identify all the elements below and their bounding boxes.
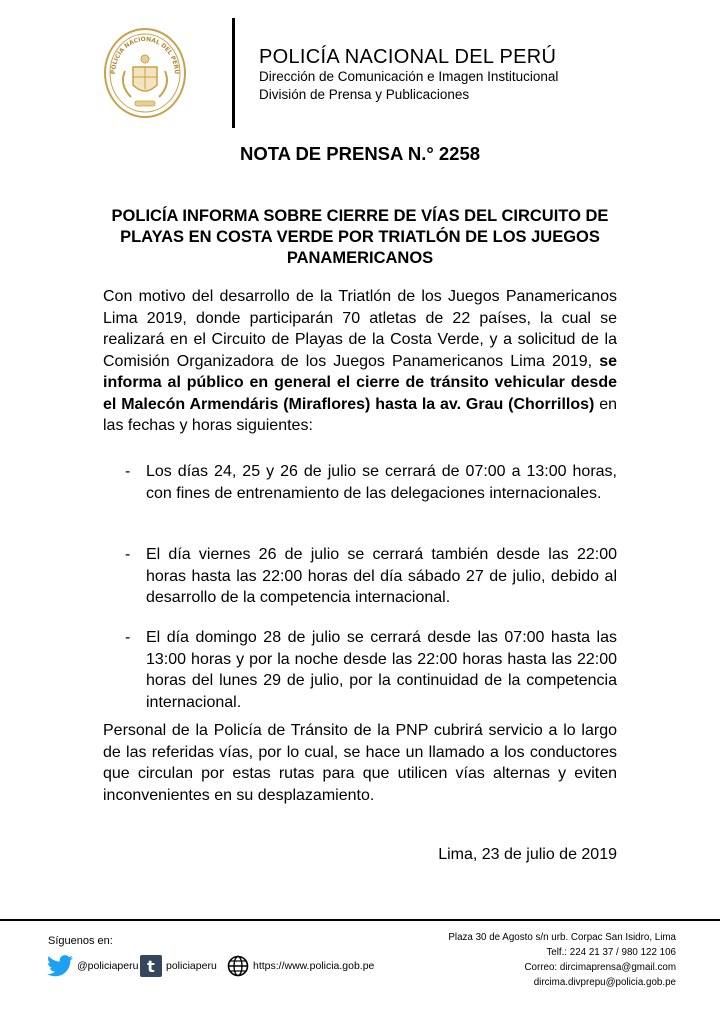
social-tumblr[interactable]	[140, 955, 217, 977]
svg-text:POLICÍA NACIONAL DEL PERÚ: POLICÍA NACIONAL DEL PERÚ	[109, 35, 181, 75]
press-note-title: NOTA DE PRENSA N.° 2258	[239, 143, 481, 164]
tumblr-handle[interactable]: policiaperu	[166, 960, 217, 972]
division-name: División de Prensa y Publicaciones	[259, 87, 470, 102]
contact-info	[448, 930, 676, 990]
closing-paragraph: Personal de la Policía de Tránsito de la PNP cubrirá servicio a lo largo de las referidas vías, por lo cual, se hace un llamado a los conductores que circulan por estas rutas para que utilicen vías alternas y eviten inconvenientes en su desplazamiento.	[103, 722, 617, 804]
date-line: Lima, 23 de julio de 2019	[438, 846, 617, 863]
list-item	[125, 544, 617, 609]
contact-email-secondary[interactable]: dircima.divprepu@policia.gob.pe	[533, 977, 676, 988]
contact-address: Plaza 30 de Agosto s/n urb. Corpac San Isidro, Lima	[448, 932, 676, 943]
website-link[interactable]: https://www.policia.gob.pe	[253, 960, 375, 972]
list-item-text: El día viernes 26 de julio se cerrará también desde las 22:00 horas hasta las 22:00 horas del día sábado 27 de julio, debido al desarrollo de la competencia internacional.	[146, 546, 617, 606]
globe-icon	[227, 955, 249, 977]
list-item-text: El día domingo 28 de julio se cerrará desde las 07:00 hasta las 13:00 horas y por la noche desde las 22:00 horas hasta las 22:00 horas del lunes 29 de julio, por la continuidad de la competencia internacional.	[146, 629, 617, 711]
directorate-name: Dirección de Comunicación e Imagen Institucional	[259, 69, 559, 84]
intro-text-2: en las fechas y horas siguientes:	[103, 395, 617, 434]
list-item	[125, 627, 617, 713]
list-dash: -	[125, 629, 131, 646]
list-dash: -	[125, 463, 131, 480]
social-twitter[interactable]	[47, 955, 138, 977]
list-item-text: Los días 24, 25 y 26 de julio se cerrará de 07:00 a 13:00 horas, con fines de entrenamiento de las delegaciones internacionales.	[146, 463, 617, 502]
intro-text-1: Con motivo del desarrollo de la Triatlón de los Juegos Panamericanos Lima 2019, donde participarán 70 atletas de 22 países, la cual se realizará en el Circuito de Playas de la Costa Verde, y a solicitud de la Comisión Organizadora de los Juegos Panamericanos Lima 2019,	[103, 288, 617, 370]
contact-phone: Telf.: 224 21 37 / 980 122 106	[546, 947, 676, 958]
twitter-handle[interactable]: @policiaperu	[77, 960, 139, 972]
police-seal-logo	[103, 27, 187, 119]
twitter-icon	[47, 955, 73, 977]
organization-block	[259, 46, 558, 104]
svg-text:t: t	[147, 957, 155, 976]
list-dash: -	[125, 546, 131, 563]
social-website[interactable]	[227, 955, 374, 977]
organization-name: POLICÍA NACIONAL DEL PERÚ	[259, 46, 557, 68]
press-headline: POLICÍA INFORMA SOBRE CIERRE DE VÍAS DEL CIRCUITO DE PLAYAS EN COSTA VERDE POR TRIATLÓN DE LOS JUEGOS PANAMERICANOS	[111, 207, 609, 267]
intro-paragraph	[103, 286, 617, 437]
header-divider	[232, 18, 235, 128]
footer-divider	[0, 919, 720, 921]
list-item	[125, 461, 617, 504]
follow-label: Síguenos en:	[48, 935, 113, 947]
intro-text-bold: se informa al público en general el cierre de tránsito vehicular desde el Malecón Armendáris (Miraflores) hasta la av. Grau (Chorrillos)	[103, 352, 617, 413]
tumblr-icon	[140, 955, 162, 977]
contact-email[interactable]: Correo: dircimaprensa@gmail.com	[524, 962, 676, 973]
